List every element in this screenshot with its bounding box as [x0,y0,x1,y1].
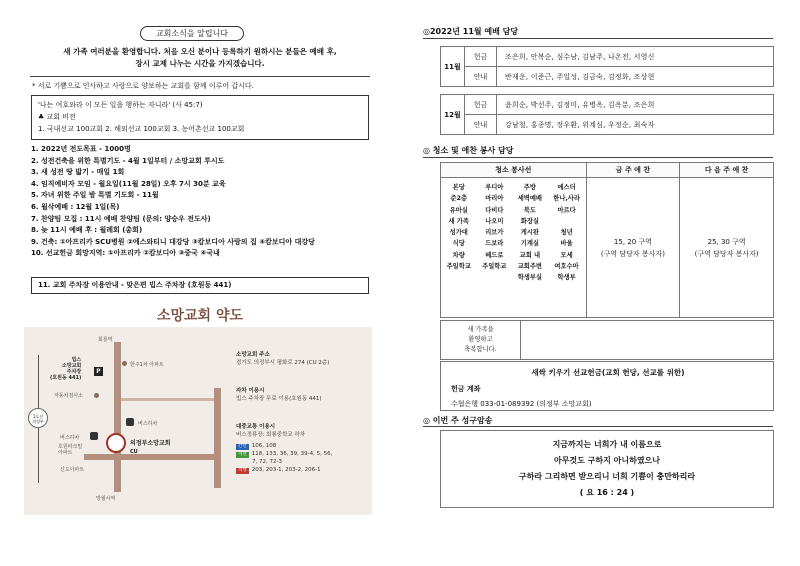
cleaning-area: 주방 [523,184,536,191]
cleaning-group: 나오미 [485,217,504,225]
bus-line-trunk [236,442,332,450]
cleaning-area-grid [441,178,586,284]
bus-numbers: 118, 133, 36, 39, 39-4, 5, 56, [251,451,333,457]
mission-offering-box [440,361,774,411]
next-week-cell [680,178,774,318]
bus-numbers: 203, 203-1, 203-2, 206-1 [251,467,321,473]
map-label-church: 의정부소망교회 [130,440,171,447]
welcome-message [30,46,370,70]
info-car-text: 빕스 주차장 무료 이용(호원동 441) [236,396,322,402]
map-label-hoeryong: 회룡역 [98,337,113,343]
vision-box [31,95,369,140]
duty-table-november [440,46,774,87]
map-road-vertical-2 [214,388,221,488]
cleaning-group: 주일학교 [482,263,507,271]
cleaning-table [440,162,774,318]
info-bus [236,423,332,474]
cleaning-group: 모세 [560,251,573,259]
map-label-bips: 빕스 소망교회 주차장 (호원동 441) [50,357,82,381]
verse-section-title: ◎ 이번 주 성구암송 [423,416,493,425]
cleaning-group: 학생부 [557,274,576,282]
names-cell: 윤희순, 박선주, 김정미, 유병옥, 김옥분, 조은희 [497,95,774,115]
cleaning-area: 새 가족 [448,217,469,225]
announcement-item: 6. 월삭예배 : 12월 1일(목) [31,202,120,211]
duty-section-title: ◎2022년 11월 예배 담당 [423,27,519,36]
cleaning-group: 베드로 [485,251,504,259]
cleaning-area: 세벽예배 [517,195,543,203]
names-cell: 강남철, 홍종명, 장우환, 위계심, 우정순, 최숙자 [497,115,774,135]
cleaning-area: 교회주변 [517,263,543,271]
cleaning-area: 게시판 [520,229,539,237]
cleaning-area: 학생부실 [517,274,543,282]
map-poi-dot [94,393,99,398]
names-cell: 조은희, 안복순, 심수남, 김남주, 나온전, 서영신 [497,47,774,67]
vision-title: ♣ 교회 비전 [38,113,76,121]
cleaning-group: 드보라 [485,240,504,248]
verse-line: 구하라 그리하면 받으리니 너희 기쁨이 충만하리라 [518,472,696,481]
bus-icon [126,418,134,426]
table-row [441,67,774,87]
cleaning-column [482,182,506,284]
news-title: 교회소식을 알립니다 [140,26,244,41]
cleaning-column [518,182,542,284]
verse-line: 아무것도 구하지 아니하였으나 [553,456,661,465]
this-week-zones: 15, 20 구역 [613,237,652,246]
column-header: 청소 봉사선 [441,163,587,178]
vision-items: 1. 국내선교 100교회 2. 해외선교 100교회 3. 농어촌선교 100교회 [38,125,245,133]
greeting-note: * 서로 기쁨으로 인사하고 사랑으로 양보하는 교회를 함께 이루어 갑시다. [32,82,254,90]
bus-tag: 직행 [238,468,247,473]
welcome-line-2: 장시 교제 나누는 시간을 가지겠습니다. [135,59,265,68]
announcement-list [31,144,376,260]
cleaning-areas-cell [441,178,587,318]
bus-tag: 간선 [238,444,247,449]
bus-numbers: 106, 108 [251,443,277,449]
announcement-item: 7. 찬양팀 모집 : 11시 예배 찬양팀 (문의: 양승우 전도사) [31,214,211,223]
next-week-sub: (구역 담당자 봉사자) [694,249,759,258]
column-header: 다 음 주 애 찬 [680,163,774,178]
map-title: 소망교회 약도 [156,308,244,324]
welcome-line-1: 새 가족 여러분을 환영합니다. 처음 오신 분이나 등록하기 원하시는 분들은 예배 후, [63,47,337,56]
route-badge: 1호선 의정부 [28,408,48,428]
table-row [441,115,774,135]
table-row [441,178,774,318]
bus-icon [90,432,98,440]
names-cell: 반재운, 이준근, 주일성, 김금숙, 김정화, 조상현 [497,67,774,87]
divider [423,426,773,427]
verse-reference: ( 요 16 : 24 ) [579,488,635,497]
role-cell: 안내 [465,115,497,135]
cleaning-group: 여호수아 [554,263,579,271]
month-cell: 12월 [441,95,465,135]
new-family-box [440,320,774,360]
account-number: 수협은행 033-01-089392 (의정부 소망교회) [451,400,592,408]
new-family-label: 새 가족을 환영하고 축복합니다. [441,321,521,359]
map-label-cu: CU [130,449,138,455]
table-row [441,47,774,67]
cleaning-group: 한나,사라 [553,195,580,203]
this-week-sub: (구역 담당자 봉사자) [600,249,665,258]
announcement-item: 5. 자녀 위한 주일 밤 특별 기도회 - 11월 [31,191,159,200]
announcement-item: 10. 선교헌금 회망지역: ①아프리카 ②캄보디아 ③중국 ④국내 [31,249,220,258]
cleaning-group: 리브가 [485,229,504,237]
map-label-bus-stop: 버스하차 [138,421,158,427]
cleaning-group: 마리아 [485,195,504,203]
cleaning-area: 화장실 [520,217,539,225]
info-bus-sub: 버스정류장: 회룡중학교 하차 [236,432,306,438]
parking-notice: 11. 교회 주차장 이용안내 - 맞은편 빕스 주차장 (호원동 441) [31,277,369,294]
this-week-cell [586,178,680,318]
divider [423,38,773,39]
announcement-item: 4. 임직예비자 모임 - 월요일(11월 28일) 오후 7시 30분 교육 [31,179,226,188]
church-marker-icon [106,433,126,453]
map-label-mangwol: 망월사역 [96,496,116,502]
announcement-item: 9. 건축: ①아프리카 SCU병원 ②에스와티니 대강당 ③캄보디아 사랑의 집 ④캄보디아 대강당 [31,237,315,246]
map-road-minor [121,398,216,401]
table-row [441,95,774,115]
cleaning-area: 차량 [452,251,465,259]
map-label-hanju: 한주1차 아파트 [130,362,164,368]
divider [30,76,370,77]
cleaning-area: 성가대 [449,229,468,237]
map-label-bus-stop-2: 버스하차 [60,435,80,441]
role-cell: 헌금 [465,47,497,67]
bus-tag: 지선 [238,452,247,457]
cleaning-group: 바울 [560,240,573,248]
cleaning-group [553,216,580,227]
cleaning-column [553,182,580,284]
bus-line-branch [236,450,332,458]
mission-title: 새싹 키우기 선교헌금(교회 헌당, 선교를 위한) [531,368,685,377]
announcement-item: 3. 새 성전 땅 밟기 - 매일 1회 [31,168,125,177]
next-week-zones: 25, 30 구역 [707,237,746,246]
cleaning-area: 북도 [523,206,536,214]
map-poi-dot [122,361,127,366]
map-road-horizontal [84,454,219,460]
map-label-jangyong: 자동차검사소 [54,393,83,399]
column-header: 금 주 애 찬 [586,163,680,178]
map-road-vertical [114,342,121,492]
cleaning-area: 준2층 [450,195,468,203]
role-cell: 헌금 [465,95,497,115]
verse-line: 지금까지는 너희가 내 이름으로 [552,440,662,449]
map-label-hoeryong-apt: 호원파크밀 아파트 [58,444,83,456]
cleaning-group: 마르다 [557,206,576,214]
info-address-heading: 소망교회 주소 [236,352,270,358]
cleaning-group: 청년 [560,229,573,237]
table-header-row [441,163,774,178]
info-address-text: 경기도 의정부시 평화로 274 (CU 2층) [236,360,330,366]
vision-verse: '나는 여호와라 이 모든 일을 행하는 자니라' (사 45:7) [38,101,203,109]
map-label-sindo: 신도아파트 [60,467,85,473]
info-address [236,351,329,367]
memory-verse-box [440,430,774,508]
cleaning-area: 본당 [452,184,465,191]
divider [423,157,773,158]
duty-table-december [440,94,774,135]
role-cell: 안내 [465,67,497,87]
info-car-heading: 자차 이용시 [236,388,265,394]
cleaning-area: 기계실 [520,240,539,248]
announcement-item: 8. 늦 11시 예배 후 : 월례회 (총회) [31,226,143,235]
announcement-item: 1. 2022년 전도목표 - 1000명 [31,145,131,153]
cleaning-area: 주일학교 [446,263,471,271]
cleaning-area: 유아실 [449,206,468,214]
bus-numbers-cont: 7, 72, 72-3 [252,459,282,465]
parking-icon: P [94,367,103,376]
cleaning-column [447,182,471,284]
cleaning-area: 교회 내 [519,251,541,259]
announcement-item: 2. 성전건축을 위한 특별기도 - 4월 1일부터 / 소망교회 투시도 [31,156,225,165]
cleaning-group: 다비다 [485,206,504,214]
cleaning-group: 에스더 [557,184,576,191]
account-heading: 헌금 계좌 [451,385,481,393]
info-bus-heading: 대중교통 이용시 [236,424,276,430]
cleaning-group: 루디아 [485,184,504,191]
cleaning-section-title: ◎ 청소 및 애찬 봉사 담당 [423,146,514,155]
cleaning-area: 식당 [452,240,465,248]
month-cell: 11월 [441,47,465,87]
info-car [236,387,322,403]
bus-line-express [236,466,332,474]
